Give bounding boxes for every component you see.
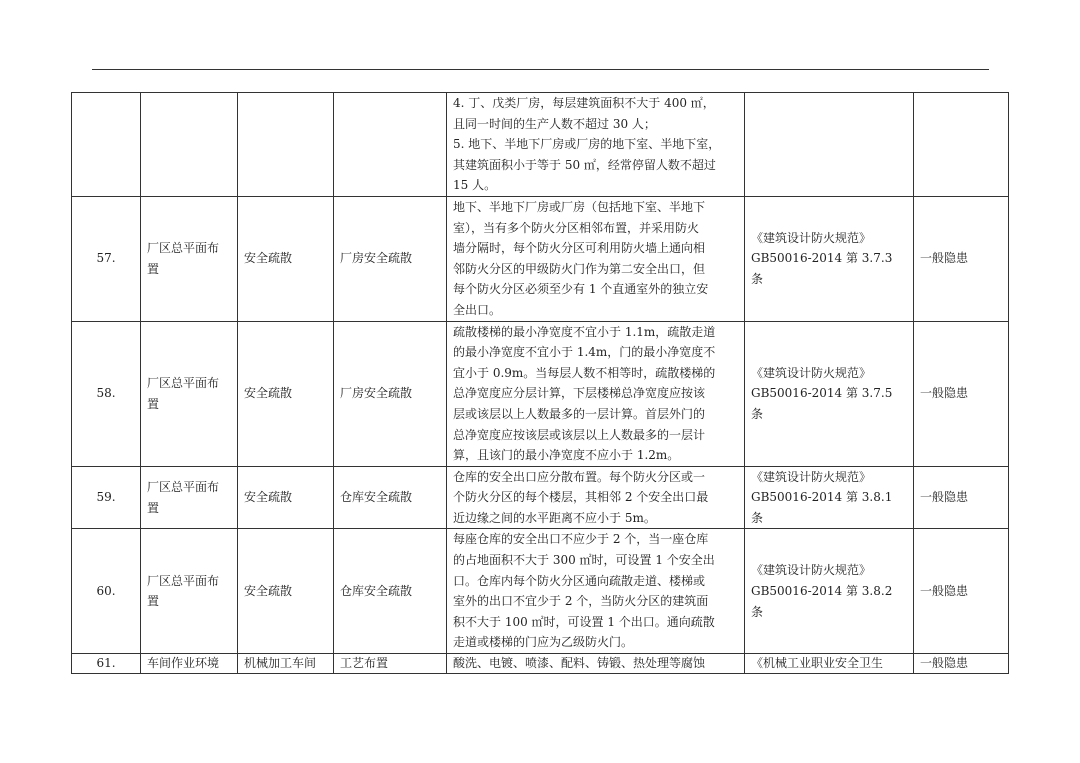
basis-cell: 《建筑设计防火规范》 GB50016-2014 第 3.7.5 条 bbox=[745, 321, 914, 466]
row-number: 60. bbox=[72, 529, 141, 654]
hazard-level-cell bbox=[914, 93, 1009, 197]
hazard-level-cell: 一般隐患 bbox=[914, 466, 1009, 529]
category-cell: 厂区总平面布 置 bbox=[141, 196, 238, 321]
requirement-cell: 疏散楼梯的最小净宽度不宜小于 1.1m，疏散走道 的最小净宽度不宜小于 1.4m，门的最小净宽度不 宜小于 0.9m。当每层人数不相等时，疏散楼梯的 总净宽度应分层计算，下层楼梯总净宽度应按该 层或该层以上人数最多的一层计算。首层外门的 总净宽度应按该层或该层以上人数最多的一层计 算，且该门的最小净宽度不应小于 1.2m。 bbox=[447, 321, 745, 466]
row-number: 57. bbox=[72, 196, 141, 321]
basis-cell bbox=[745, 93, 914, 197]
row-number bbox=[72, 93, 141, 197]
row-number: 58. bbox=[72, 321, 141, 466]
item-cell: 仓库安全疏散 bbox=[334, 529, 447, 654]
basis-cell: 《建筑设计防火规范》 GB50016-2014 第 3.7.3 条 bbox=[745, 196, 914, 321]
requirement-cell: 4. 丁、戊类厂房，每层建筑面积不大于 400 ㎡， 且同一时间的生产人数不超过 30 人； 5. 地下、半地下厂房或厂房的地下室、半地下室， 其建筑面积小于等于 50 ㎡，经常停留人数不超过 15 人。 bbox=[447, 93, 745, 197]
requirement-cell: 地下、半地下厂房或厂房（包括地下室、半地下 室），当有多个防火分区相邻布置，并采用防火 墙分隔时，每个防火分区可利用防火墙上通向相 邻防火分区的甲级防火门作为第二安全出口，但 每个防火分区必须至少有 1 个直通室外的独立安 全出口。 bbox=[447, 196, 745, 321]
basis-cell: 《建筑设计防火规范》 GB50016-2014 第 3.8.2 条 bbox=[745, 529, 914, 654]
hazard-level-cell: 一般隐患 bbox=[914, 321, 1009, 466]
table-row bbox=[72, 321, 1009, 466]
hazard-checklist-table bbox=[71, 92, 1009, 674]
type-cell: 安全疏散 bbox=[238, 321, 334, 466]
category-cell: 厂区总平面布 置 bbox=[141, 466, 238, 529]
category-cell bbox=[141, 93, 238, 197]
table-row bbox=[72, 196, 1009, 321]
requirement-cell: 仓库的安全出口应分散布置。每个防火分区或一 个防火分区的每个楼层，其相邻 2 个安全出口最 近边缘之间的水平距离不应小于 5m。 bbox=[447, 466, 745, 529]
item-cell: 工艺布置 bbox=[334, 654, 447, 674]
row-number: 61. bbox=[72, 654, 141, 674]
requirement-cell: 每座仓库的安全出口不应少于 2 个，当一座仓库 的占地面积不大于 300 ㎡时，可设置 1 个安全出 口。仓库内每个防火分区通向疏散走道、楼梯或 室外的出口不宜少于 2 个，当防火分区的建筑面 积不大于 100 ㎡时，可设置 1 个出口。通向疏散 走道或楼梯的门应为乙级防火门。 bbox=[447, 529, 745, 654]
item-cell: 厂房安全疏散 bbox=[334, 321, 447, 466]
category-cell: 厂区总平面布 置 bbox=[141, 321, 238, 466]
hazard-level-cell: 一般隐患 bbox=[914, 196, 1009, 321]
type-cell bbox=[238, 93, 334, 197]
type-cell: 机械加工车间 bbox=[238, 654, 334, 674]
page-header-rule bbox=[92, 69, 989, 70]
hazard-level-cell: 一般隐患 bbox=[914, 529, 1009, 654]
item-cell: 仓库安全疏散 bbox=[334, 466, 447, 529]
table-row bbox=[72, 93, 1009, 197]
requirement-cell: 酸洗、电镀、喷漆、配料、铸锻、热处理等腐蚀 bbox=[447, 654, 745, 674]
table-row bbox=[72, 466, 1009, 529]
type-cell: 安全疏散 bbox=[238, 196, 334, 321]
basis-cell: 《机械工业职业安全卫生 bbox=[745, 654, 914, 674]
row-number: 59. bbox=[72, 466, 141, 529]
item-cell: 厂房安全疏散 bbox=[334, 196, 447, 321]
type-cell: 安全疏散 bbox=[238, 466, 334, 529]
basis-cell: 《建筑设计防火规范》 GB50016-2014 第 3.8.1 条 bbox=[745, 466, 914, 529]
table-row bbox=[72, 529, 1009, 654]
type-cell: 安全疏散 bbox=[238, 529, 334, 654]
table-row bbox=[72, 654, 1009, 674]
hazard-level-cell: 一般隐患 bbox=[914, 654, 1009, 674]
category-cell: 车间作业环境 bbox=[141, 654, 238, 674]
category-cell: 厂区总平面布 置 bbox=[141, 529, 238, 654]
item-cell bbox=[334, 93, 447, 197]
